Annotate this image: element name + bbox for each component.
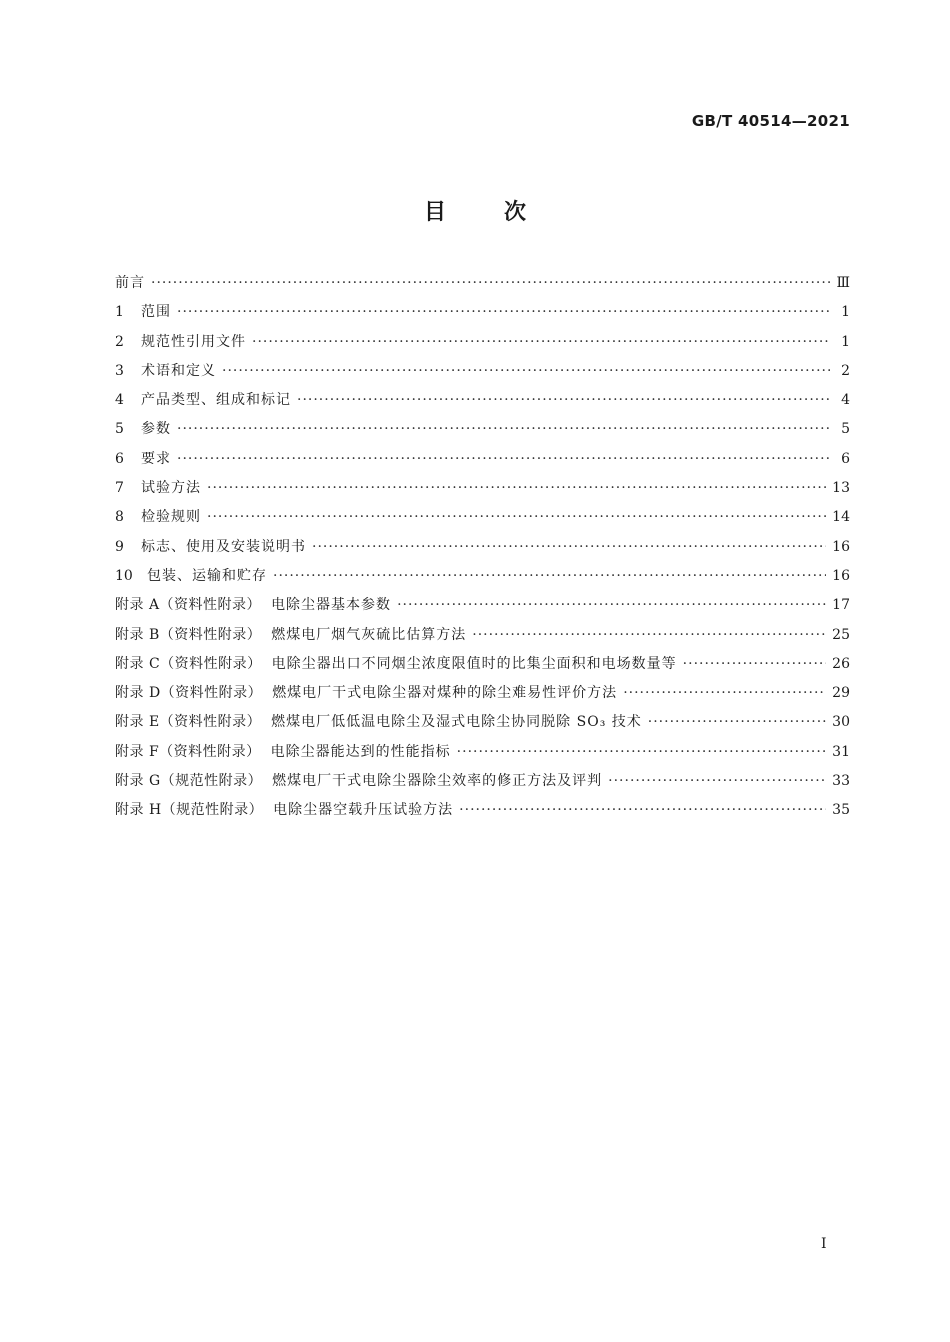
toc-entry-page: 26: [832, 655, 850, 672]
toc-entry-label: 包装、运输和贮存: [147, 567, 267, 584]
toc-entry-label: 燃煤电厂干式电除尘器对煤种的除尘难易性评价方法: [272, 685, 618, 702]
toc-appendix-number: 附录 E（资料性附录）: [115, 714, 262, 731]
toc-entry-appendix-b[interactable]: [115, 621, 850, 650]
toc-dot-leader: [151, 269, 830, 298]
standard-code: GB/T 40514—2021: [691, 112, 850, 130]
toc-entry-appendix-d[interactable]: [115, 679, 850, 708]
toc-entry-page: 13: [832, 480, 850, 497]
toc-entry-label: 产品类型、组成和标记: [141, 392, 291, 409]
toc-dot-leader: [177, 298, 830, 327]
toc-entry-number: 3: [115, 362, 124, 379]
toc-entry-number: 1: [115, 304, 124, 321]
toc-dot-leader: [222, 357, 830, 386]
toc-entry-label: 电除尘器出口不同烟尘浓度限值时的比集尘面积和电场数量等: [271, 655, 677, 672]
toc-entry-1[interactable]: [115, 298, 850, 327]
toc-dot-leader: [683, 650, 827, 679]
toc-entry-appendix-c[interactable]: [115, 650, 850, 679]
toc-dot-leader: [273, 562, 826, 591]
toc-entry-10[interactable]: [115, 562, 850, 591]
toc-entry-appendix-f[interactable]: [115, 738, 850, 767]
toc-dot-leader: [252, 328, 830, 357]
toc-entry-label: 范围: [141, 304, 171, 321]
toc-entry-number: 2: [115, 333, 124, 350]
toc-entry-label: 检验规则: [141, 509, 201, 526]
toc-entry-8[interactable]: [115, 503, 850, 532]
toc-entry-page: 17: [832, 597, 850, 614]
toc-entry-appendix-e[interactable]: [115, 708, 850, 737]
toc-dot-leader: [177, 415, 830, 444]
toc-entry-label: 燃煤电厂干式电除尘器除尘效率的修正方法及评判: [272, 773, 603, 790]
toc-appendix-number: 附录 C（资料性附录）: [115, 655, 262, 672]
toc-entry-label: 标志、使用及安装说明书: [141, 538, 306, 555]
toc-entry-number: 8: [115, 509, 124, 526]
toc-entry-page: 33: [832, 773, 850, 790]
toc-dot-leader: [177, 445, 830, 474]
toc-entry-appendix-h[interactable]: [115, 796, 850, 825]
toc-entry-page: 1: [841, 333, 850, 350]
toc-dot-leader: [472, 621, 826, 650]
toc-entry-page: 35: [832, 802, 850, 819]
toc-entry-label: 电除尘器能达到的性能指标: [270, 743, 451, 760]
toc-dot-leader: [397, 591, 826, 620]
toc-appendix-number: 附录 G（规范性附录）: [115, 773, 263, 790]
toc-appendix-number: 附录 H（规范性附录）: [115, 802, 264, 819]
toc-entry-page: 31: [832, 743, 850, 760]
toc-entry-number: 7: [115, 480, 124, 497]
toc-entry-label: 规范性引用文件: [141, 333, 246, 350]
toc-appendix-number: 附录 A（资料性附录）: [115, 597, 262, 614]
toc-entry-label: 电除尘器基本参数: [271, 597, 392, 614]
toc-entry-number: 6: [115, 450, 124, 467]
toc-entry-number: 4: [115, 392, 124, 409]
toc-entry-label: 电除尘器空载升压试验方法: [273, 802, 454, 819]
toc-entry-appendix-g[interactable]: [115, 767, 850, 796]
toc-entry-number: 10: [115, 567, 133, 584]
toc-entry-2[interactable]: [115, 328, 850, 357]
toc-entry-label: 试验方法: [141, 480, 201, 497]
table-of-contents: [115, 269, 850, 826]
toc-appendix-number: 附录 B（资料性附录）: [115, 626, 262, 643]
toc-entry-label: 前言: [115, 275, 145, 291]
toc-dot-leader: [207, 503, 826, 532]
toc-entry-page: 14: [832, 509, 850, 526]
toc-dot-leader: [459, 796, 826, 825]
toc-dot-leader: [608, 767, 826, 796]
toc-entry-foreword[interactable]: [115, 269, 850, 298]
toc-entry-page: 16: [832, 538, 850, 555]
toc-entry-7[interactable]: [115, 474, 850, 503]
toc-dot-leader: [312, 533, 826, 562]
toc-entry-label: 燃煤电厂烟气灰硫比估算方法: [271, 626, 467, 643]
page-title: 目次: [423, 200, 584, 225]
toc-entry-page: 1: [841, 304, 850, 321]
toc-entry-9[interactable]: [115, 533, 850, 562]
toc-entry-page: 30: [832, 714, 850, 731]
toc-entry-label: 要求: [141, 450, 171, 467]
toc-dot-leader: [297, 386, 830, 415]
toc-entry-number: 5: [115, 421, 124, 438]
toc-entry-label: 术语和定义: [141, 362, 216, 379]
toc-entry-5[interactable]: [115, 415, 850, 444]
toc-entry-label: 参数: [141, 421, 171, 438]
page-number: I: [821, 1236, 827, 1252]
toc-appendix-number: 附录 D（资料性附录）: [115, 685, 263, 702]
toc-entry-label: 燃煤电厂低低温电除尘及湿式电除尘协同脱除 SO₃ 技术: [271, 714, 642, 731]
toc-dot-leader: [648, 708, 826, 737]
toc-entry-3[interactable]: [115, 357, 850, 386]
toc-entry-number: 9: [115, 538, 124, 555]
toc-entry-appendix-a[interactable]: [115, 591, 850, 620]
toc-appendix-number: 附录 F（资料性附录）: [115, 743, 261, 760]
toc-entry-page: Ⅲ: [836, 275, 850, 291]
toc-dot-leader: [207, 474, 826, 503]
toc-dot-leader: [623, 679, 826, 708]
toc-entry-page: 6: [841, 450, 850, 467]
toc-entry-4[interactable]: [115, 386, 850, 415]
toc-entry-page: 5: [841, 421, 850, 438]
toc-dot-leader: [457, 738, 827, 767]
toc-entry-page: 4: [841, 392, 850, 409]
toc-entry-page: 29: [832, 685, 850, 702]
toc-entry-page: 16: [832, 567, 850, 584]
toc-entry-6[interactable]: [115, 445, 850, 474]
toc-entry-page: 2: [841, 362, 850, 379]
toc-entry-page: 25: [832, 626, 850, 643]
